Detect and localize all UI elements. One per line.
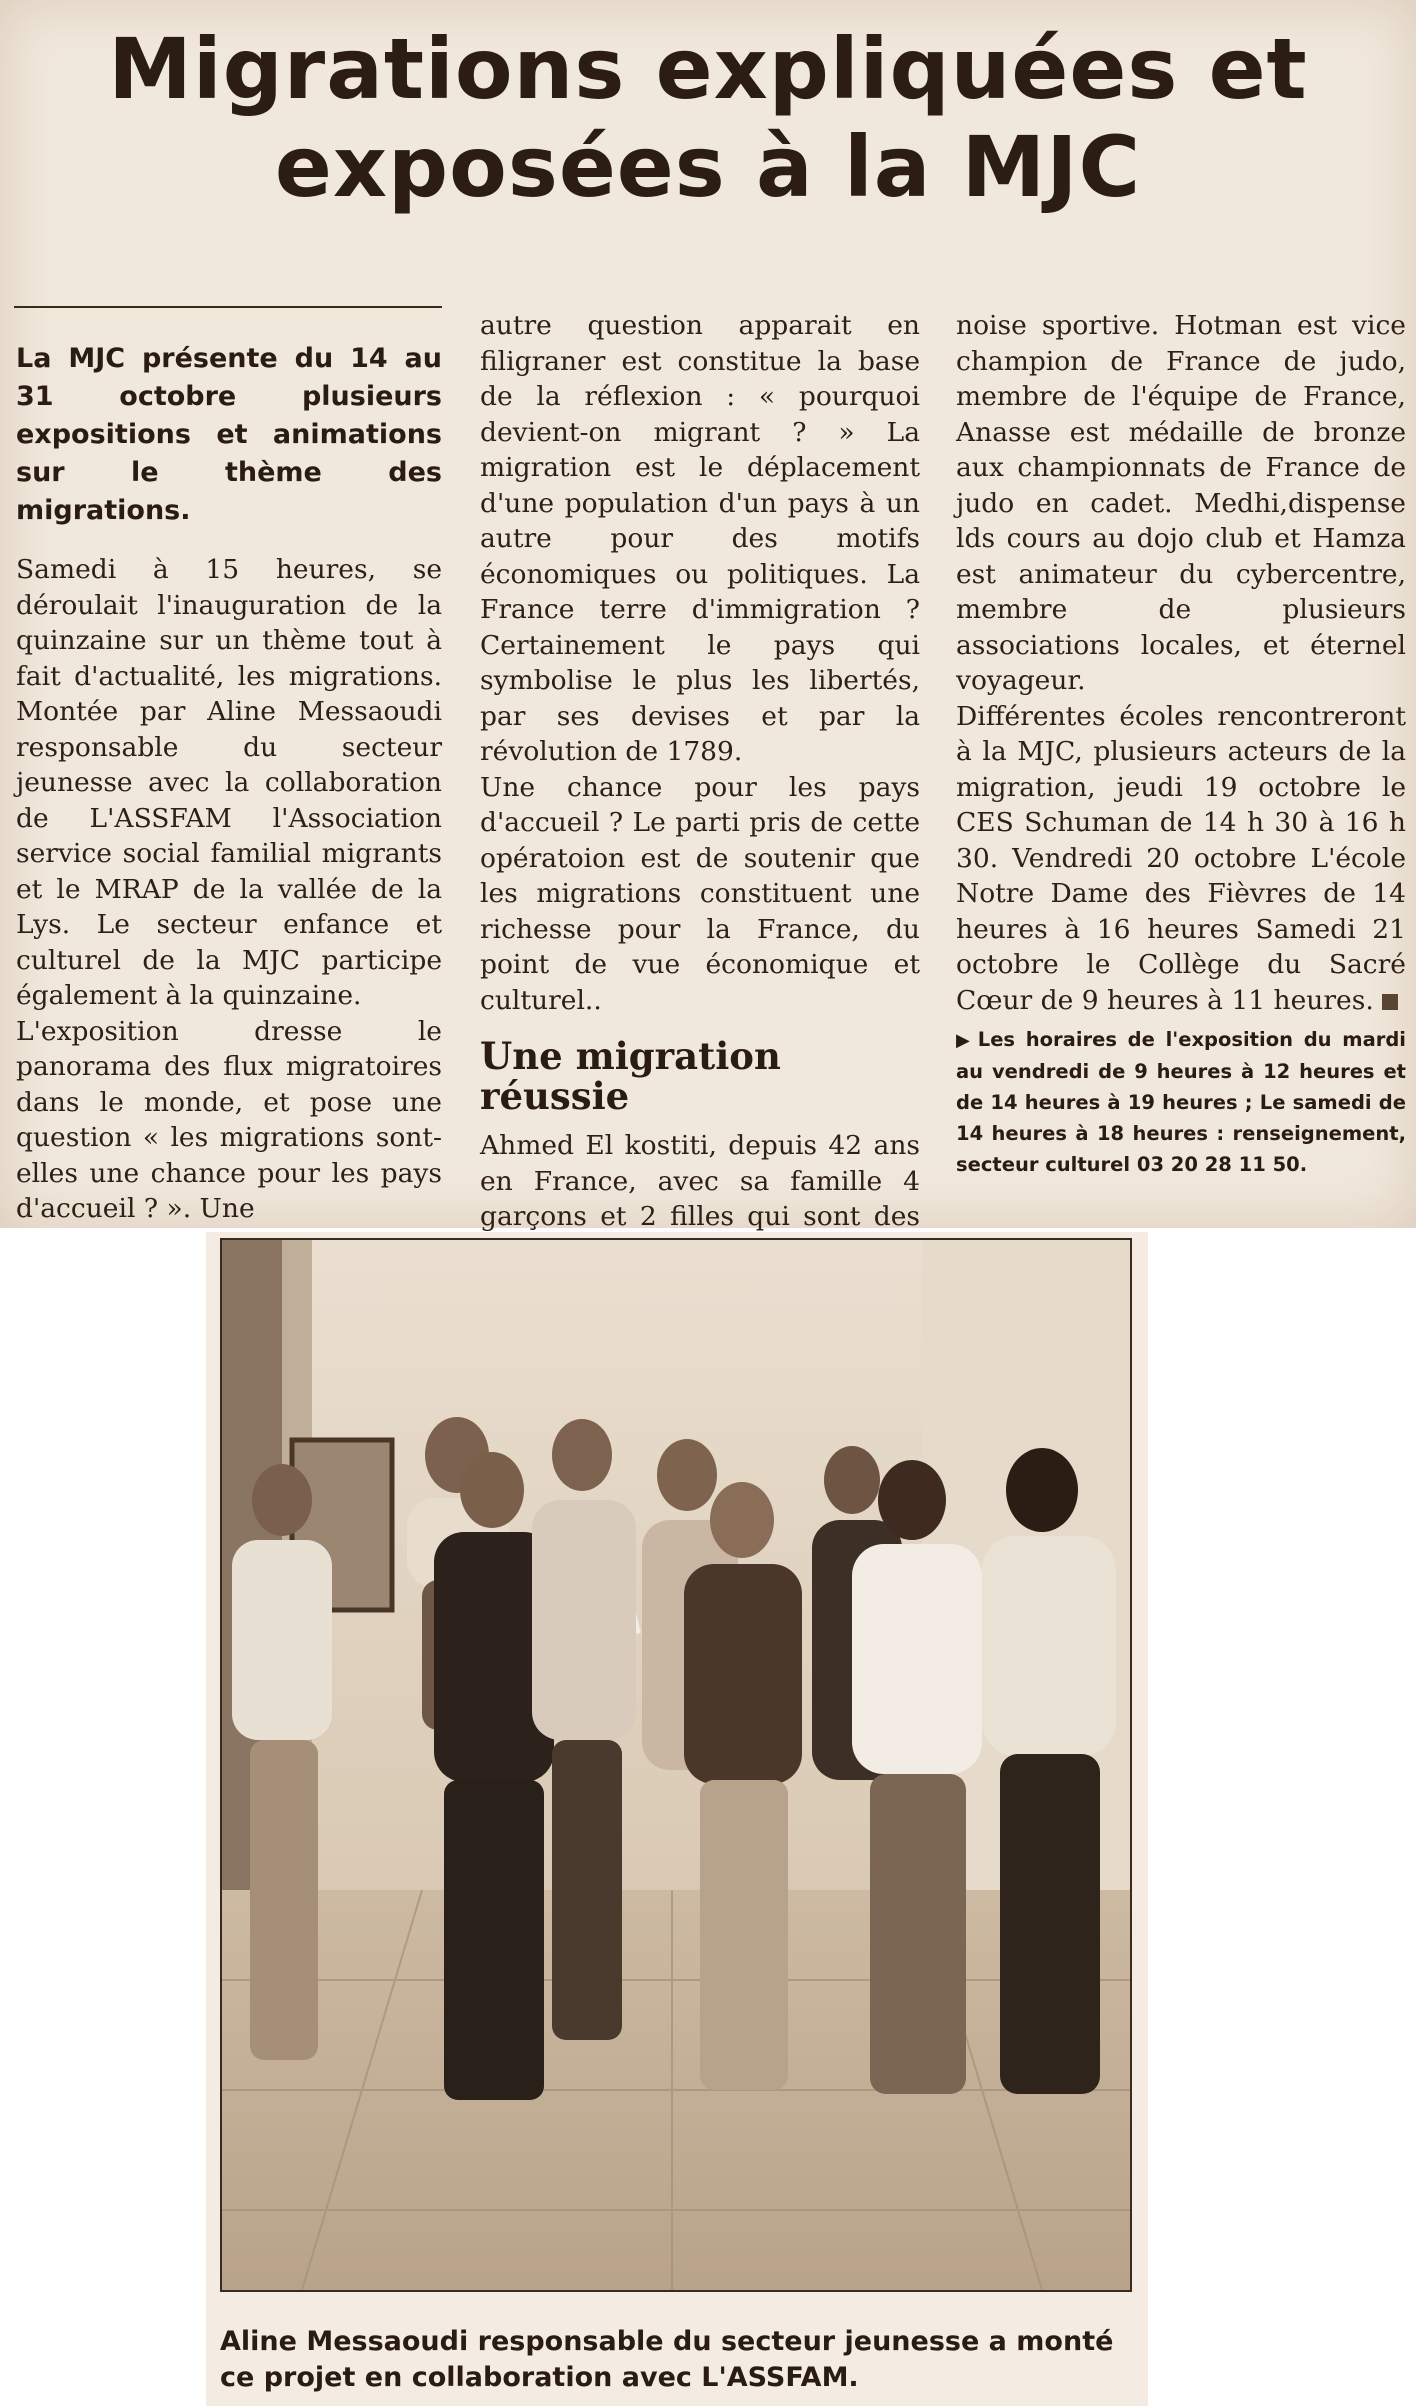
body-paragraph: L'exposition dresse le panorama des flux migratoires dans le monde, et pose une question « les migrations sont-elles une chance pour les pays d'accueil ? ». Une <box>16 1015 442 1224</box>
body-paragraph <box>956 699 1406 1019</box>
group-photo-illustration <box>222 1240 1130 2290</box>
lede-divider <box>14 306 442 308</box>
column-2 <box>480 308 920 1306</box>
column-1 <box>16 340 442 1227</box>
headline-line-1: Migrations expliquées et <box>108 20 1308 118</box>
section-subhead: Une migration réussie <box>480 1034 781 1118</box>
headline-line-2: exposées à la MJC <box>274 118 1142 216</box>
body-paragraph: autre question apparait en filigraner est constitue la base de la réflexion : « pourquoi devient-on migrant ? » La migration est le déplacement d'une population d'un pays à un autre pour des motifs économiques ou politiques. La France terre d'immigration ? Certainement le pays qui symbolise le plus les libertés, par ses devises et par la révolution de 1789. <box>480 310 920 767</box>
column-3 <box>956 308 1406 1180</box>
arrow-right-icon: ▶ <box>956 1030 974 1051</box>
photo-caption: Aline Messaoudi responsable du secteur jeunesse a monté ce projet en collaboration avec L'ASSFAM. <box>220 2326 1114 2393</box>
body-paragraph: Une chance pour les pays d'accueil ? Le parti pris de cette opératoion est de soutenir que les migrations constituent une richesse pour la France, du point de vue économique et culturel.. <box>480 771 920 1016</box>
end-mark-icon <box>1382 994 1398 1010</box>
lede-paragraph: La MJC présente du 14 au 31 octobre plusieurs expositions et animations sur le thème des migrations. <box>16 343 442 526</box>
body-paragraph: Samedi à 15 heures, se déroulait l'inauguration de la quinzaine sur un thème tout à fait d'actualité, les migrations. Montée par Aline Messaoudi responsable du secteur jeunesse avec la collaboration de L'ASSFAM l'Association service social familial migrants et le MRAP de la vallée de la Lys. Le secteur enfance et culturel de la MJC participe également à la quinzaine. <box>16 554 442 1011</box>
info-box <box>956 1024 1406 1180</box>
photo-block <box>206 1232 1148 2406</box>
info-text: Les horaires de l'exposition du mardi au vendredi de 9 heures à 12 heures et de 14 heures à 19 heures ; Le samedi de 14 heures à 18 heures : renseignement, secteur culturel 03 20 28 11 50. <box>956 1028 1406 1176</box>
headline <box>20 20 1396 216</box>
group-photo <box>220 1238 1132 2292</box>
schedule-text: Différentes écoles rencontreront à la MJC, plusieurs acteurs de la migration, jeudi 19 octobre le CES Schuman de 14 h 30 à 16 h 30. Vendredi 20 octobre L'école Notre Dame des Fièvres de 14 heures à 16 heures Samedi 21 octobre le Collège du Sacré Cœur de 9 heures à 11 heures. <box>956 700 1406 1016</box>
body-paragraph: noise sportive. Hotman est vice champion de France de judo, membre de l'équipe de France, Anasse est médaille de bronze aux championnats de France de judo en cadet. Medhi,dispense lds cours au dojo club et Hamza est animateur du cybercentre, membre de plusieurs associations locales, et éternel voyageur. <box>956 310 1406 696</box>
body-paragraph: Ahmed El kostiti, depuis 42 ans en France, avec sa famille 4 garçons et 2 filles qui sont des <box>480 1130 920 1232</box>
